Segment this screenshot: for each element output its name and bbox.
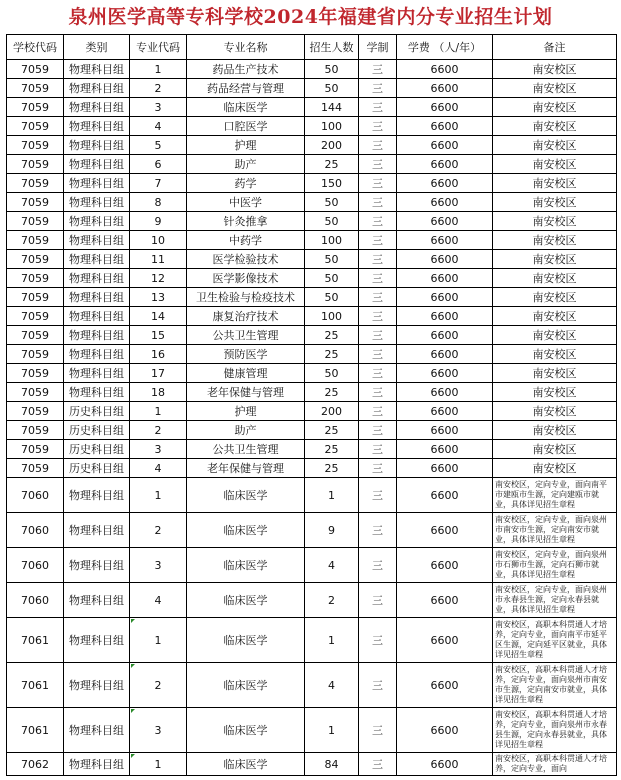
school-code-cell: 7060 bbox=[7, 478, 64, 513]
major-code-cell: 7 bbox=[130, 174, 187, 193]
remarks-cell: 南安校区 bbox=[493, 402, 617, 421]
table-row bbox=[7, 98, 617, 117]
duration-cell: 三 bbox=[359, 136, 397, 155]
header-major-name: 专业名称 bbox=[187, 35, 305, 60]
major-code-cell: 17 bbox=[130, 364, 187, 383]
tuition-cell: 6600 bbox=[397, 212, 493, 231]
enrollment-cell: 25 bbox=[305, 155, 359, 174]
header-major-code: 专业代码 bbox=[130, 35, 187, 60]
major-code-cell: 15 bbox=[130, 326, 187, 345]
enrollment-cell: 25 bbox=[305, 421, 359, 440]
major-code-cell: 1 bbox=[130, 753, 187, 776]
major-name-cell: 护理 bbox=[187, 136, 305, 155]
duration-cell: 三 bbox=[359, 288, 397, 307]
duration-cell: 三 bbox=[359, 618, 397, 663]
category-cell: 物理科目组 bbox=[64, 231, 130, 250]
major-code-cell: 14 bbox=[130, 307, 187, 326]
remarks-cell: 南安校区 bbox=[493, 60, 617, 79]
tuition-cell: 6600 bbox=[397, 459, 493, 478]
remarks-cell: 南安校区 bbox=[493, 136, 617, 155]
tuition-cell: 6600 bbox=[397, 402, 493, 421]
enrollment-cell: 9 bbox=[305, 513, 359, 548]
header-tuition: 学费 （人/年） bbox=[397, 35, 493, 60]
major-code-cell: 5 bbox=[130, 136, 187, 155]
remarks-cell: 南安校区 bbox=[493, 193, 617, 212]
category-cell: 物理科目组 bbox=[64, 548, 130, 583]
category-cell: 物理科目组 bbox=[64, 345, 130, 364]
enrollment-cell: 50 bbox=[305, 79, 359, 98]
category-cell: 物理科目组 bbox=[64, 583, 130, 618]
major-code-cell: 3 bbox=[130, 548, 187, 583]
remarks-cell: 南安校区 bbox=[493, 364, 617, 383]
tuition-cell: 6600 bbox=[397, 421, 493, 440]
category-cell: 历史科目组 bbox=[64, 402, 130, 421]
duration-cell: 三 bbox=[359, 513, 397, 548]
major-code-cell: 2 bbox=[130, 421, 187, 440]
major-name-cell: 卫生检验与检疫技术 bbox=[187, 288, 305, 307]
tuition-cell: 6600 bbox=[397, 307, 493, 326]
category-cell: 物理科目组 bbox=[64, 269, 130, 288]
tuition-cell: 6600 bbox=[397, 618, 493, 663]
duration-cell: 三 bbox=[359, 459, 397, 478]
major-name-cell: 公共卫生管理 bbox=[187, 326, 305, 345]
table-row bbox=[7, 307, 617, 326]
category-cell: 物理科目组 bbox=[64, 136, 130, 155]
remarks-cell: 南安校区 bbox=[493, 459, 617, 478]
remarks-cell: 南安校区 bbox=[493, 117, 617, 136]
remarks-cell: 南安校区，定向专业，面向南平市建瓯市生源，定向建瓯市就业，具体详见招生章程 bbox=[493, 478, 617, 513]
major-name-cell: 临床医学 bbox=[187, 548, 305, 583]
school-code-cell: 7059 bbox=[7, 364, 64, 383]
enrollment-cell: 50 bbox=[305, 193, 359, 212]
tuition-cell: 6600 bbox=[397, 440, 493, 459]
table-row bbox=[7, 155, 617, 174]
remarks-cell: 南安校区 bbox=[493, 288, 617, 307]
enrollment-cell: 144 bbox=[305, 98, 359, 117]
page-title: 泉州医学高等专科学校2024年福建省内分专业招生计划 bbox=[68, 6, 553, 28]
category-cell: 物理科目组 bbox=[64, 364, 130, 383]
remarks-cell: 南安校区 bbox=[493, 98, 617, 117]
remarks-cell: 南安校区 bbox=[493, 250, 617, 269]
tuition-cell: 6600 bbox=[397, 548, 493, 583]
remarks-cell: 南安校区，定向专业，面向泉州市石狮市生源，定向石狮市就业，具体详见招生章程 bbox=[493, 548, 617, 583]
table-row bbox=[7, 618, 617, 663]
tuition-cell: 6600 bbox=[397, 364, 493, 383]
table-row bbox=[7, 383, 617, 402]
school-code-cell: 7059 bbox=[7, 155, 64, 174]
remarks-cell: 南安校区，高职本科贯通人才培养，定向专业，面向 bbox=[493, 753, 617, 776]
table-row bbox=[7, 513, 617, 548]
school-code-cell: 7059 bbox=[7, 193, 64, 212]
enrollment-cell: 25 bbox=[305, 326, 359, 345]
tuition-cell: 6600 bbox=[397, 250, 493, 269]
enrollment-cell: 50 bbox=[305, 250, 359, 269]
category-cell: 物理科目组 bbox=[64, 174, 130, 193]
enrollment-cell: 1 bbox=[305, 618, 359, 663]
duration-cell: 三 bbox=[359, 663, 397, 708]
remarks-cell: 南安校区 bbox=[493, 440, 617, 459]
major-code-cell: 2 bbox=[130, 79, 187, 98]
major-name-cell: 临床医学 bbox=[187, 583, 305, 618]
table-row bbox=[7, 79, 617, 98]
enrollment-cell: 1 bbox=[305, 478, 359, 513]
tuition-cell: 6600 bbox=[397, 663, 493, 708]
school-code-cell: 7059 bbox=[7, 440, 64, 459]
table-row bbox=[7, 708, 617, 753]
remarks-cell: 南安校区 bbox=[493, 421, 617, 440]
enrollment-cell: 200 bbox=[305, 136, 359, 155]
category-cell: 历史科目组 bbox=[64, 459, 130, 478]
school-code-cell: 7059 bbox=[7, 79, 64, 98]
major-code-cell: 4 bbox=[130, 583, 187, 618]
enrollment-cell: 25 bbox=[305, 459, 359, 478]
table-row bbox=[7, 60, 617, 79]
major-code-cell: 9 bbox=[130, 212, 187, 231]
remarks-cell: 南安校区 bbox=[493, 79, 617, 98]
school-code-cell: 7059 bbox=[7, 269, 64, 288]
table-row bbox=[7, 136, 617, 155]
enrollment-cell: 100 bbox=[305, 307, 359, 326]
header-row bbox=[7, 35, 617, 60]
category-cell: 物理科目组 bbox=[64, 193, 130, 212]
major-code-cell: 4 bbox=[130, 459, 187, 478]
major-code-cell: 1 bbox=[130, 618, 187, 663]
major-name-cell: 中医学 bbox=[187, 193, 305, 212]
tuition-cell: 6600 bbox=[397, 174, 493, 193]
duration-cell: 三 bbox=[359, 583, 397, 618]
major-code-cell: 2 bbox=[130, 663, 187, 708]
duration-cell: 三 bbox=[359, 212, 397, 231]
tuition-cell: 6600 bbox=[397, 288, 493, 307]
table-row bbox=[7, 193, 617, 212]
major-name-cell: 药品经营与管理 bbox=[187, 79, 305, 98]
enrollment-cell: 1 bbox=[305, 708, 359, 753]
school-code-cell: 7059 bbox=[7, 288, 64, 307]
school-code-cell: 7061 bbox=[7, 708, 64, 753]
category-cell: 物理科目组 bbox=[64, 307, 130, 326]
major-name-cell: 护理 bbox=[187, 402, 305, 421]
school-code-cell: 7059 bbox=[7, 383, 64, 402]
category-cell: 物理科目组 bbox=[64, 60, 130, 79]
remarks-cell: 南安校区 bbox=[493, 326, 617, 345]
major-code-cell: 3 bbox=[130, 708, 187, 753]
enrollment-table bbox=[6, 34, 617, 776]
remarks-cell: 南安校区 bbox=[493, 269, 617, 288]
major-name-cell: 临床医学 bbox=[187, 618, 305, 663]
table-row bbox=[7, 231, 617, 250]
category-cell: 物理科目组 bbox=[64, 155, 130, 174]
major-code-cell: 13 bbox=[130, 288, 187, 307]
category-cell: 历史科目组 bbox=[64, 440, 130, 459]
table-row bbox=[7, 583, 617, 618]
school-code-cell: 7059 bbox=[7, 174, 64, 193]
table-row bbox=[7, 663, 617, 708]
major-name-cell: 临床医学 bbox=[187, 753, 305, 776]
duration-cell: 三 bbox=[359, 402, 397, 421]
category-cell: 物理科目组 bbox=[64, 753, 130, 776]
header-school-code: 学校代码 bbox=[7, 35, 64, 60]
table-row bbox=[7, 345, 617, 364]
table-row bbox=[7, 288, 617, 307]
table-row bbox=[7, 212, 617, 231]
tuition-cell: 6600 bbox=[397, 231, 493, 250]
tuition-cell: 6600 bbox=[397, 326, 493, 345]
table-row bbox=[7, 250, 617, 269]
tuition-cell: 6600 bbox=[397, 753, 493, 776]
school-code-cell: 7059 bbox=[7, 60, 64, 79]
major-code-cell: 2 bbox=[130, 513, 187, 548]
duration-cell: 三 bbox=[359, 307, 397, 326]
remarks-cell: 南安校区 bbox=[493, 231, 617, 250]
remarks-cell: 南安校区，定向专业，面向泉州市南安市生源，定向南安市就业，具体详见招生章程 bbox=[493, 513, 617, 548]
header-category: 类别 bbox=[64, 35, 130, 60]
duration-cell: 三 bbox=[359, 98, 397, 117]
enrollment-cell: 150 bbox=[305, 174, 359, 193]
duration-cell: 三 bbox=[359, 60, 397, 79]
tuition-cell: 6600 bbox=[397, 345, 493, 364]
remarks-cell: 南安校区 bbox=[493, 383, 617, 402]
category-cell: 物理科目组 bbox=[64, 250, 130, 269]
enrollment-cell: 50 bbox=[305, 269, 359, 288]
duration-cell: 三 bbox=[359, 193, 397, 212]
category-cell: 物理科目组 bbox=[64, 79, 130, 98]
major-code-cell: 16 bbox=[130, 345, 187, 364]
category-cell: 物理科目组 bbox=[64, 117, 130, 136]
school-code-cell: 7059 bbox=[7, 250, 64, 269]
remarks-cell: 南安校区 bbox=[493, 212, 617, 231]
table-row bbox=[7, 440, 617, 459]
duration-cell: 三 bbox=[359, 753, 397, 776]
enrollment-cell: 84 bbox=[305, 753, 359, 776]
school-code-cell: 7060 bbox=[7, 548, 64, 583]
enrollment-cell: 50 bbox=[305, 212, 359, 231]
table-row bbox=[7, 326, 617, 345]
header-remarks: 备注 bbox=[493, 35, 617, 60]
duration-cell: 三 bbox=[359, 548, 397, 583]
major-name-cell: 针灸推拿 bbox=[187, 212, 305, 231]
category-cell: 物理科目组 bbox=[64, 513, 130, 548]
remarks-cell: 南安校区，高职本科贯通人才培养，定向专业，面向南平市延平区生源，定向延平区就业，具体详见招生章程 bbox=[493, 618, 617, 663]
duration-cell: 三 bbox=[359, 79, 397, 98]
enrollment-cell: 50 bbox=[305, 288, 359, 307]
enrollment-cell: 200 bbox=[305, 402, 359, 421]
tuition-cell: 6600 bbox=[397, 98, 493, 117]
school-code-cell: 7060 bbox=[7, 583, 64, 618]
duration-cell: 三 bbox=[359, 174, 397, 193]
duration-cell: 三 bbox=[359, 708, 397, 753]
category-cell: 物理科目组 bbox=[64, 383, 130, 402]
header-duration: 学制 bbox=[359, 35, 397, 60]
tuition-cell: 6600 bbox=[397, 117, 493, 136]
header-enrollment: 招生人数 bbox=[305, 35, 359, 60]
school-code-cell: 7059 bbox=[7, 98, 64, 117]
major-code-cell: 11 bbox=[130, 250, 187, 269]
remarks-cell: 南安校区 bbox=[493, 307, 617, 326]
remarks-cell: 南安校区，高职本科贯通人才培养，定向专业，面向泉州市南安市生源，定向南安市就业，具体详见招生章程 bbox=[493, 663, 617, 708]
table-row bbox=[7, 402, 617, 421]
enrollment-cell: 50 bbox=[305, 364, 359, 383]
category-cell: 物理科目组 bbox=[64, 212, 130, 231]
duration-cell: 三 bbox=[359, 440, 397, 459]
tuition-cell: 6600 bbox=[397, 193, 493, 212]
table-row bbox=[7, 364, 617, 383]
school-code-cell: 7062 bbox=[7, 753, 64, 776]
major-code-cell: 10 bbox=[130, 231, 187, 250]
major-code-cell: 1 bbox=[130, 402, 187, 421]
table-row bbox=[7, 753, 617, 776]
school-code-cell: 7059 bbox=[7, 402, 64, 421]
cell-marker bbox=[131, 754, 135, 758]
school-code-cell: 7061 bbox=[7, 618, 64, 663]
remarks-cell: 南安校区，定向专业，面向泉州市永春县生源，定向永春县就业，具体详见招生章程 bbox=[493, 583, 617, 618]
category-cell: 物理科目组 bbox=[64, 708, 130, 753]
tuition-cell: 6600 bbox=[397, 136, 493, 155]
major-name-cell: 公共卫生管理 bbox=[187, 440, 305, 459]
major-code-cell: 6 bbox=[130, 155, 187, 174]
duration-cell: 三 bbox=[359, 231, 397, 250]
major-name-cell: 助产 bbox=[187, 155, 305, 174]
enrollment-cell: 100 bbox=[305, 117, 359, 136]
tuition-cell: 6600 bbox=[397, 269, 493, 288]
duration-cell: 三 bbox=[359, 364, 397, 383]
table-row bbox=[7, 548, 617, 583]
major-code-cell: 3 bbox=[130, 440, 187, 459]
category-cell: 物理科目组 bbox=[64, 288, 130, 307]
school-code-cell: 7059 bbox=[7, 231, 64, 250]
remarks-cell: 南安校区 bbox=[493, 174, 617, 193]
school-code-cell: 7060 bbox=[7, 513, 64, 548]
major-name-cell: 口腔医学 bbox=[187, 117, 305, 136]
table-row bbox=[7, 478, 617, 513]
major-name-cell: 健康管理 bbox=[187, 364, 305, 383]
table-row bbox=[7, 117, 617, 136]
school-code-cell: 7059 bbox=[7, 136, 64, 155]
category-cell: 物理科目组 bbox=[64, 98, 130, 117]
duration-cell: 三 bbox=[359, 383, 397, 402]
school-code-cell: 7059 bbox=[7, 345, 64, 364]
major-code-cell: 18 bbox=[130, 383, 187, 402]
enrollment-cell: 4 bbox=[305, 548, 359, 583]
category-cell: 历史科目组 bbox=[64, 421, 130, 440]
major-code-cell: 3 bbox=[130, 98, 187, 117]
major-name-cell: 药学 bbox=[187, 174, 305, 193]
duration-cell: 三 bbox=[359, 345, 397, 364]
major-code-cell: 12 bbox=[130, 269, 187, 288]
cell-marker bbox=[131, 709, 135, 713]
tuition-cell: 6600 bbox=[397, 383, 493, 402]
category-cell: 物理科目组 bbox=[64, 326, 130, 345]
enrollment-cell: 4 bbox=[305, 663, 359, 708]
major-code-cell: 1 bbox=[130, 60, 187, 79]
school-code-cell: 7059 bbox=[7, 307, 64, 326]
tuition-cell: 6600 bbox=[397, 155, 493, 174]
cell-marker bbox=[131, 619, 135, 623]
cell-marker bbox=[131, 664, 135, 668]
enrollment-cell: 25 bbox=[305, 383, 359, 402]
duration-cell: 三 bbox=[359, 269, 397, 288]
remarks-cell: 南安校区 bbox=[493, 155, 617, 174]
major-name-cell: 中药学 bbox=[187, 231, 305, 250]
tuition-cell: 6600 bbox=[397, 478, 493, 513]
remarks-cell: 南安校区 bbox=[493, 345, 617, 364]
remarks-cell: 南安校区，高职本科贯通人才培养，定向专业，面向泉州市永春县生源，定向永春县就业，具体详见招生章程 bbox=[493, 708, 617, 753]
school-code-cell: 7059 bbox=[7, 212, 64, 231]
major-code-cell: 8 bbox=[130, 193, 187, 212]
major-name-cell: 临床医学 bbox=[187, 708, 305, 753]
tuition-cell: 6600 bbox=[397, 708, 493, 753]
major-name-cell: 康复治疗技术 bbox=[187, 307, 305, 326]
duration-cell: 三 bbox=[359, 478, 397, 513]
major-name-cell: 临床医学 bbox=[187, 663, 305, 708]
duration-cell: 三 bbox=[359, 250, 397, 269]
duration-cell: 三 bbox=[359, 117, 397, 136]
enrollment-cell: 100 bbox=[305, 231, 359, 250]
major-name-cell: 医学影像技术 bbox=[187, 269, 305, 288]
enrollment-cell: 2 bbox=[305, 583, 359, 618]
duration-cell: 三 bbox=[359, 155, 397, 174]
enrollment-cell: 25 bbox=[305, 345, 359, 364]
major-name-cell: 老年保健与管理 bbox=[187, 459, 305, 478]
duration-cell: 三 bbox=[359, 326, 397, 345]
major-name-cell: 临床医学 bbox=[187, 513, 305, 548]
tuition-cell: 6600 bbox=[397, 583, 493, 618]
tuition-cell: 6600 bbox=[397, 79, 493, 98]
major-name-cell: 药品生产技术 bbox=[187, 60, 305, 79]
table-row bbox=[7, 421, 617, 440]
enrollment-cell: 50 bbox=[305, 60, 359, 79]
table-row bbox=[7, 459, 617, 478]
tuition-cell: 6600 bbox=[397, 60, 493, 79]
major-code-cell: 4 bbox=[130, 117, 187, 136]
school-code-cell: 7059 bbox=[7, 117, 64, 136]
category-cell: 物理科目组 bbox=[64, 618, 130, 663]
school-code-cell: 7059 bbox=[7, 459, 64, 478]
enrollment-cell: 25 bbox=[305, 440, 359, 459]
category-cell: 物理科目组 bbox=[64, 478, 130, 513]
category-cell: 物理科目组 bbox=[64, 663, 130, 708]
major-code-cell: 1 bbox=[130, 478, 187, 513]
major-name-cell: 老年保健与管理 bbox=[187, 383, 305, 402]
school-code-cell: 7061 bbox=[7, 663, 64, 708]
school-code-cell: 7059 bbox=[7, 421, 64, 440]
major-name-cell: 临床医学 bbox=[187, 478, 305, 513]
major-name-cell: 临床医学 bbox=[187, 98, 305, 117]
table-row bbox=[7, 269, 617, 288]
school-code-cell: 7059 bbox=[7, 326, 64, 345]
major-name-cell: 预防医学 bbox=[187, 345, 305, 364]
duration-cell: 三 bbox=[359, 421, 397, 440]
major-name-cell: 医学检验技术 bbox=[187, 250, 305, 269]
tuition-cell: 6600 bbox=[397, 513, 493, 548]
table-row bbox=[7, 174, 617, 193]
major-name-cell: 助产 bbox=[187, 421, 305, 440]
